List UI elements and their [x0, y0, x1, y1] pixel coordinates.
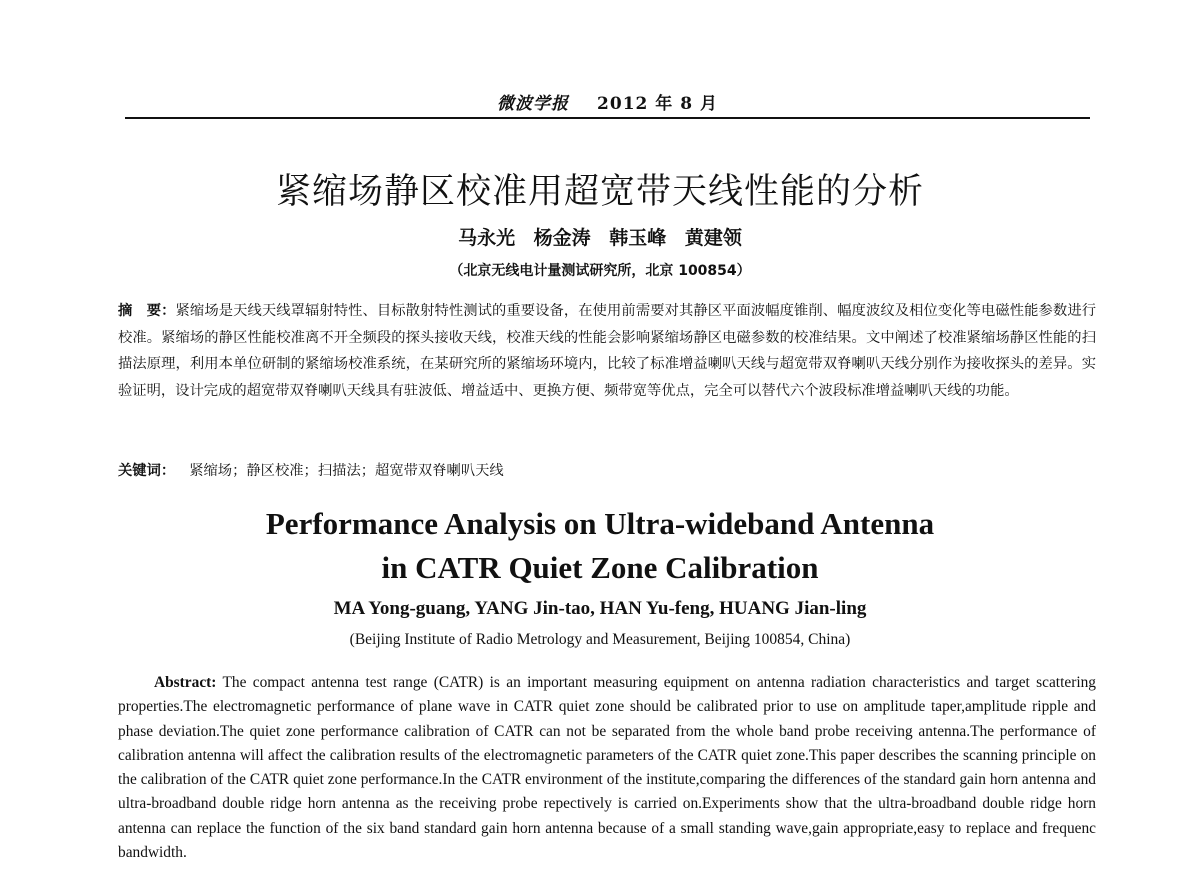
issue-date: 2012 年 8 月 [597, 94, 718, 114]
english-affiliation: (Beijing Institute of Radio Metrology and Measurement, Beijing 100854, China) [349, 631, 851, 648]
english-title-line-1: Performance Analysis on Ultra-wideband Antenna [265, 506, 935, 541]
chinese-keywords-label: 关键词： [118, 463, 176, 479]
english-abstract [118, 671, 1096, 865]
chinese-abstract [118, 298, 1096, 404]
chinese-keywords-text: 紧缩场；静区校准；扫描法；超宽带双脊喇叭天线 [189, 463, 504, 479]
english-authors: MA Yong-guang, YANG Jin-tao, HAN Yu-feng, HUANG Jian-ling [333, 598, 867, 619]
running-header [125, 89, 1090, 114]
chinese-authors: 马永光 杨金涛 韩玉峰 黄建领 [458, 227, 742, 249]
english-title-line-2: in CATR Quiet Zone Calibration [381, 550, 819, 585]
chinese-abstract-label: 摘 要： [118, 303, 176, 319]
chinese-abstract-text: 紧缩场是天线天线罩辐射特性、目标散射特性测试的重要设备，在使用前需要对其静区平面波幅度锥削、幅度波纹及相位变化等电磁性能参数进行校准。紧缩场的静区性能校准离不开全频段的探头接收天线，校准天线的性能会影响紧缩场静区电磁参数的校准结果。文中阐述了校准紧缩场静区性能的扫描法原理，利用本单位研制的紧缩场校准系统，在某研究所的紧缩场环境内，比较了标准增益喇叭天线与超宽带双脊喇叭天线分别作为接收探头的差异。实验证明，设计完成的超宽带双脊喇叭天线具有驻波低、增益适中、更换方便、频带宽等优点，完全可以替代六个波段标准增益喇叭天线的功能。 [118, 303, 1097, 399]
english-abstract-text: The compact antenna test range (CATR) is an important measuring equipment on antenna radiation characteristics and target scattering properties.The electromagnetic performance of plane wave in CATR quiet zone should be calibrated prior to use on amplitude taper,amplitude ripple and phase deviation.The quiet zone performance calibration of CATR can not be separated from the whole band probe receiving antenna.The performance of calibration antenna will affect the calibration results of the electromagnetic parameters of the CATR quiet zone.This paper describes the scanning principle on the calibration of the CATR quiet zone performance.In the CATR environment of the institute,comparing the differences of the standard gain horn antenna and ultra-broadband double ridge horn antenna as the receiving probe repectively is carried on.Experiments show that the ultra-broadband double ridge horn antenna can replace the function of the six band standard gain horn antenna because of a small standing wave,gain appropriate,easy to replace and frequenc bandwidth. [118, 674, 1096, 862]
journal-name: 微波学报 [497, 94, 570, 114]
english-title [0, 502, 1200, 590]
chinese-title: 紧缩场静区校准用超宽带天线性能的分析 [275, 172, 924, 212]
chinese-affiliation: （北京无线电计量测试研究所，北京 100854） [449, 263, 751, 279]
english-abstract-label: Abstract: [154, 674, 217, 691]
chinese-keywords [118, 458, 1096, 484]
header-rule [125, 117, 1090, 119]
